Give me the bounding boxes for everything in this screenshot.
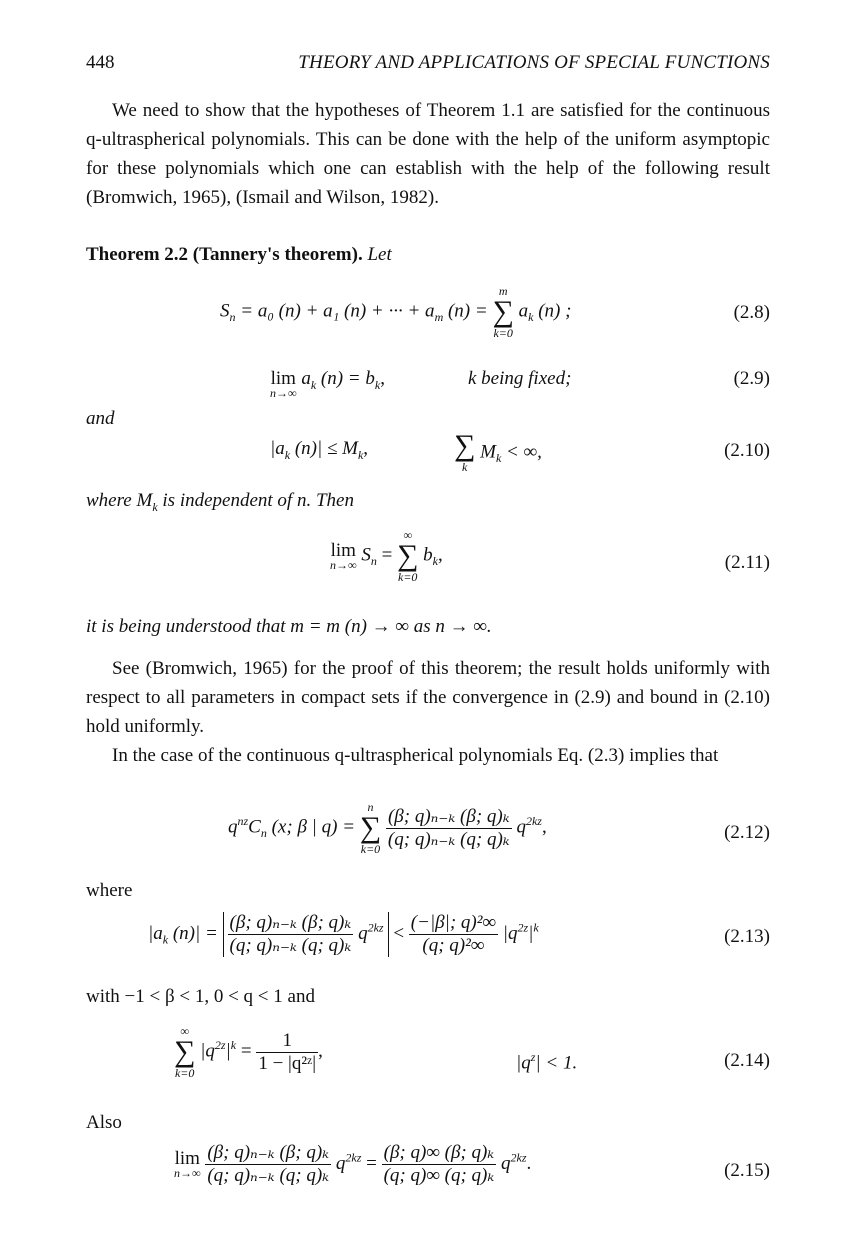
page-number: 448: [86, 52, 115, 73]
intro-paragraph: We need to show that the hypotheses of Theorem 1.1 are satisfied for the continuous q-ultraspherical polynomials. This can be done with the help of the uniform asymptopic for these polynomials which one can establish with the help of the following result (Bromwich, 1965), (Ismail and Wilson, 1982).: [86, 100, 770, 208]
equation-2-12: [86, 800, 770, 866]
and-text: and: [86, 408, 115, 429]
equation-2-14-label: (2.14): [724, 1050, 770, 1071]
equation-2-15-label: (2.15): [724, 1160, 770, 1181]
equation-2-8: [86, 280, 770, 350]
equation-2-9-label: (2.9): [733, 368, 770, 389]
theorem-heading-line: [86, 240, 770, 269]
equation-2-12-body: $q^{nz}C_n$ (x; β | q) = n ∑ k=0 $\frac{\text{(β; q)ₙ₋ₖ (β; q)ₖ}}{\text{(q; q)ₙ₋ₖ (q; q)ₖ}}$ $q^{2kz}$,: [228, 800, 547, 856]
equation-2-10-sum: ∑ k $M_k$ < ∞,: [454, 429, 542, 474]
where-text: where $M_k$ is independent of n. Then: [86, 490, 354, 514]
equation-2-14-condition: $|q^z| < 1$.: [516, 1050, 578, 1074]
equation-2-15-body: lim n→∞ $\frac{\text{(β; q)ₙ₋ₖ (β; q)ₖ}}{\text{(q; q)ₙ₋ₖ (q; q)ₖ}}$ $q^{2kz}$ = $\frac{\text{(β; q)∞ (β; q)ₖ}}{\text{(q; q)∞ (q; q)ₖ}}$ $q^{2kz}$.: [174, 1142, 532, 1186]
equation-2-10-body: $|a_k$ $(n)| \le M_k$,: [270, 438, 369, 462]
equation-2-14-body: ∞ ∑ k=0 $|q^{2z}|^k$ = $\frac{1}{\text{1 − |q²ᶻ|}}$ ,: [174, 1024, 323, 1080]
equation-2-9-body: lim n→∞ $a_k$ $(n) = b_k$,: [270, 368, 385, 400]
equation-2-14: [86, 1024, 770, 1100]
understood-text: it is being understood that m = m (n) → ∞ as n → ∞.: [86, 616, 492, 637]
see-paragraph: See (Bromwich, 1965) for the proof of this theorem; the result holds uniformly with respect to all parameters in compact sets if the convergence in (2.9) and bound in (2.10) hold uniformly.: [86, 658, 770, 737]
equation-2-10: [86, 429, 770, 490]
equation-2-9-condition: k being fixed;: [468, 368, 572, 389]
equation-2-9: [86, 362, 770, 402]
equation-2-13: [86, 910, 770, 974]
also-text: Also: [86, 1112, 122, 1133]
with-text: with −1 < β < 1, 0 < q < 1 and: [86, 986, 315, 1007]
theorem-lead: Let: [367, 244, 392, 265]
equation-2-11-body: lim n→∞ $S_n$ = ∞ ∑ k=0 $b_k$,: [330, 528, 443, 584]
running-title: THEORY AND APPLICATIONS OF SPECIAL FUNCTIONS: [298, 52, 770, 73]
equation-2-11: [86, 526, 770, 600]
theorem-heading: Theorem 2.2 (Tannery's theorem).: [86, 244, 363, 265]
equation-2-13-body: $|a_k$ (n)| = $\frac{\text{(β; q)ₙ₋ₖ (β; q)ₖ}}{\text{(q; q)ₙ₋ₖ (q; q)ₖ}}$ $q^{2kz}$ < $\frac{\text{(−|β|; q)²∞}}{\text{(q; q)²∞}}$ $|q^{2z}|^k$: [148, 912, 539, 956]
see-paragraph-block: [86, 654, 770, 770]
equation-2-11-label: (2.11): [724, 552, 770, 573]
equation-2-8-label: (2.8): [733, 302, 770, 323]
equation-2-10-label: (2.10): [724, 440, 770, 461]
equation-2-8-body: $S_n = a_0$ (n) + a₁ (n) + ··· + $a_m$ (n) = m ∑ k=0 $a_k$ (n) ;: [220, 284, 572, 340]
equation-2-15: [86, 1142, 770, 1206]
case-paragraph: In the case of the continuous q-ultraspherical polynomials Eq. (2.3) implies that: [112, 745, 719, 766]
running-header: [86, 52, 770, 80]
intro-paragraph-block: [86, 96, 770, 212]
where-text-2: where: [86, 880, 133, 901]
equation-2-12-label: (2.12): [724, 822, 770, 843]
equation-2-13-label: (2.13): [724, 926, 770, 947]
